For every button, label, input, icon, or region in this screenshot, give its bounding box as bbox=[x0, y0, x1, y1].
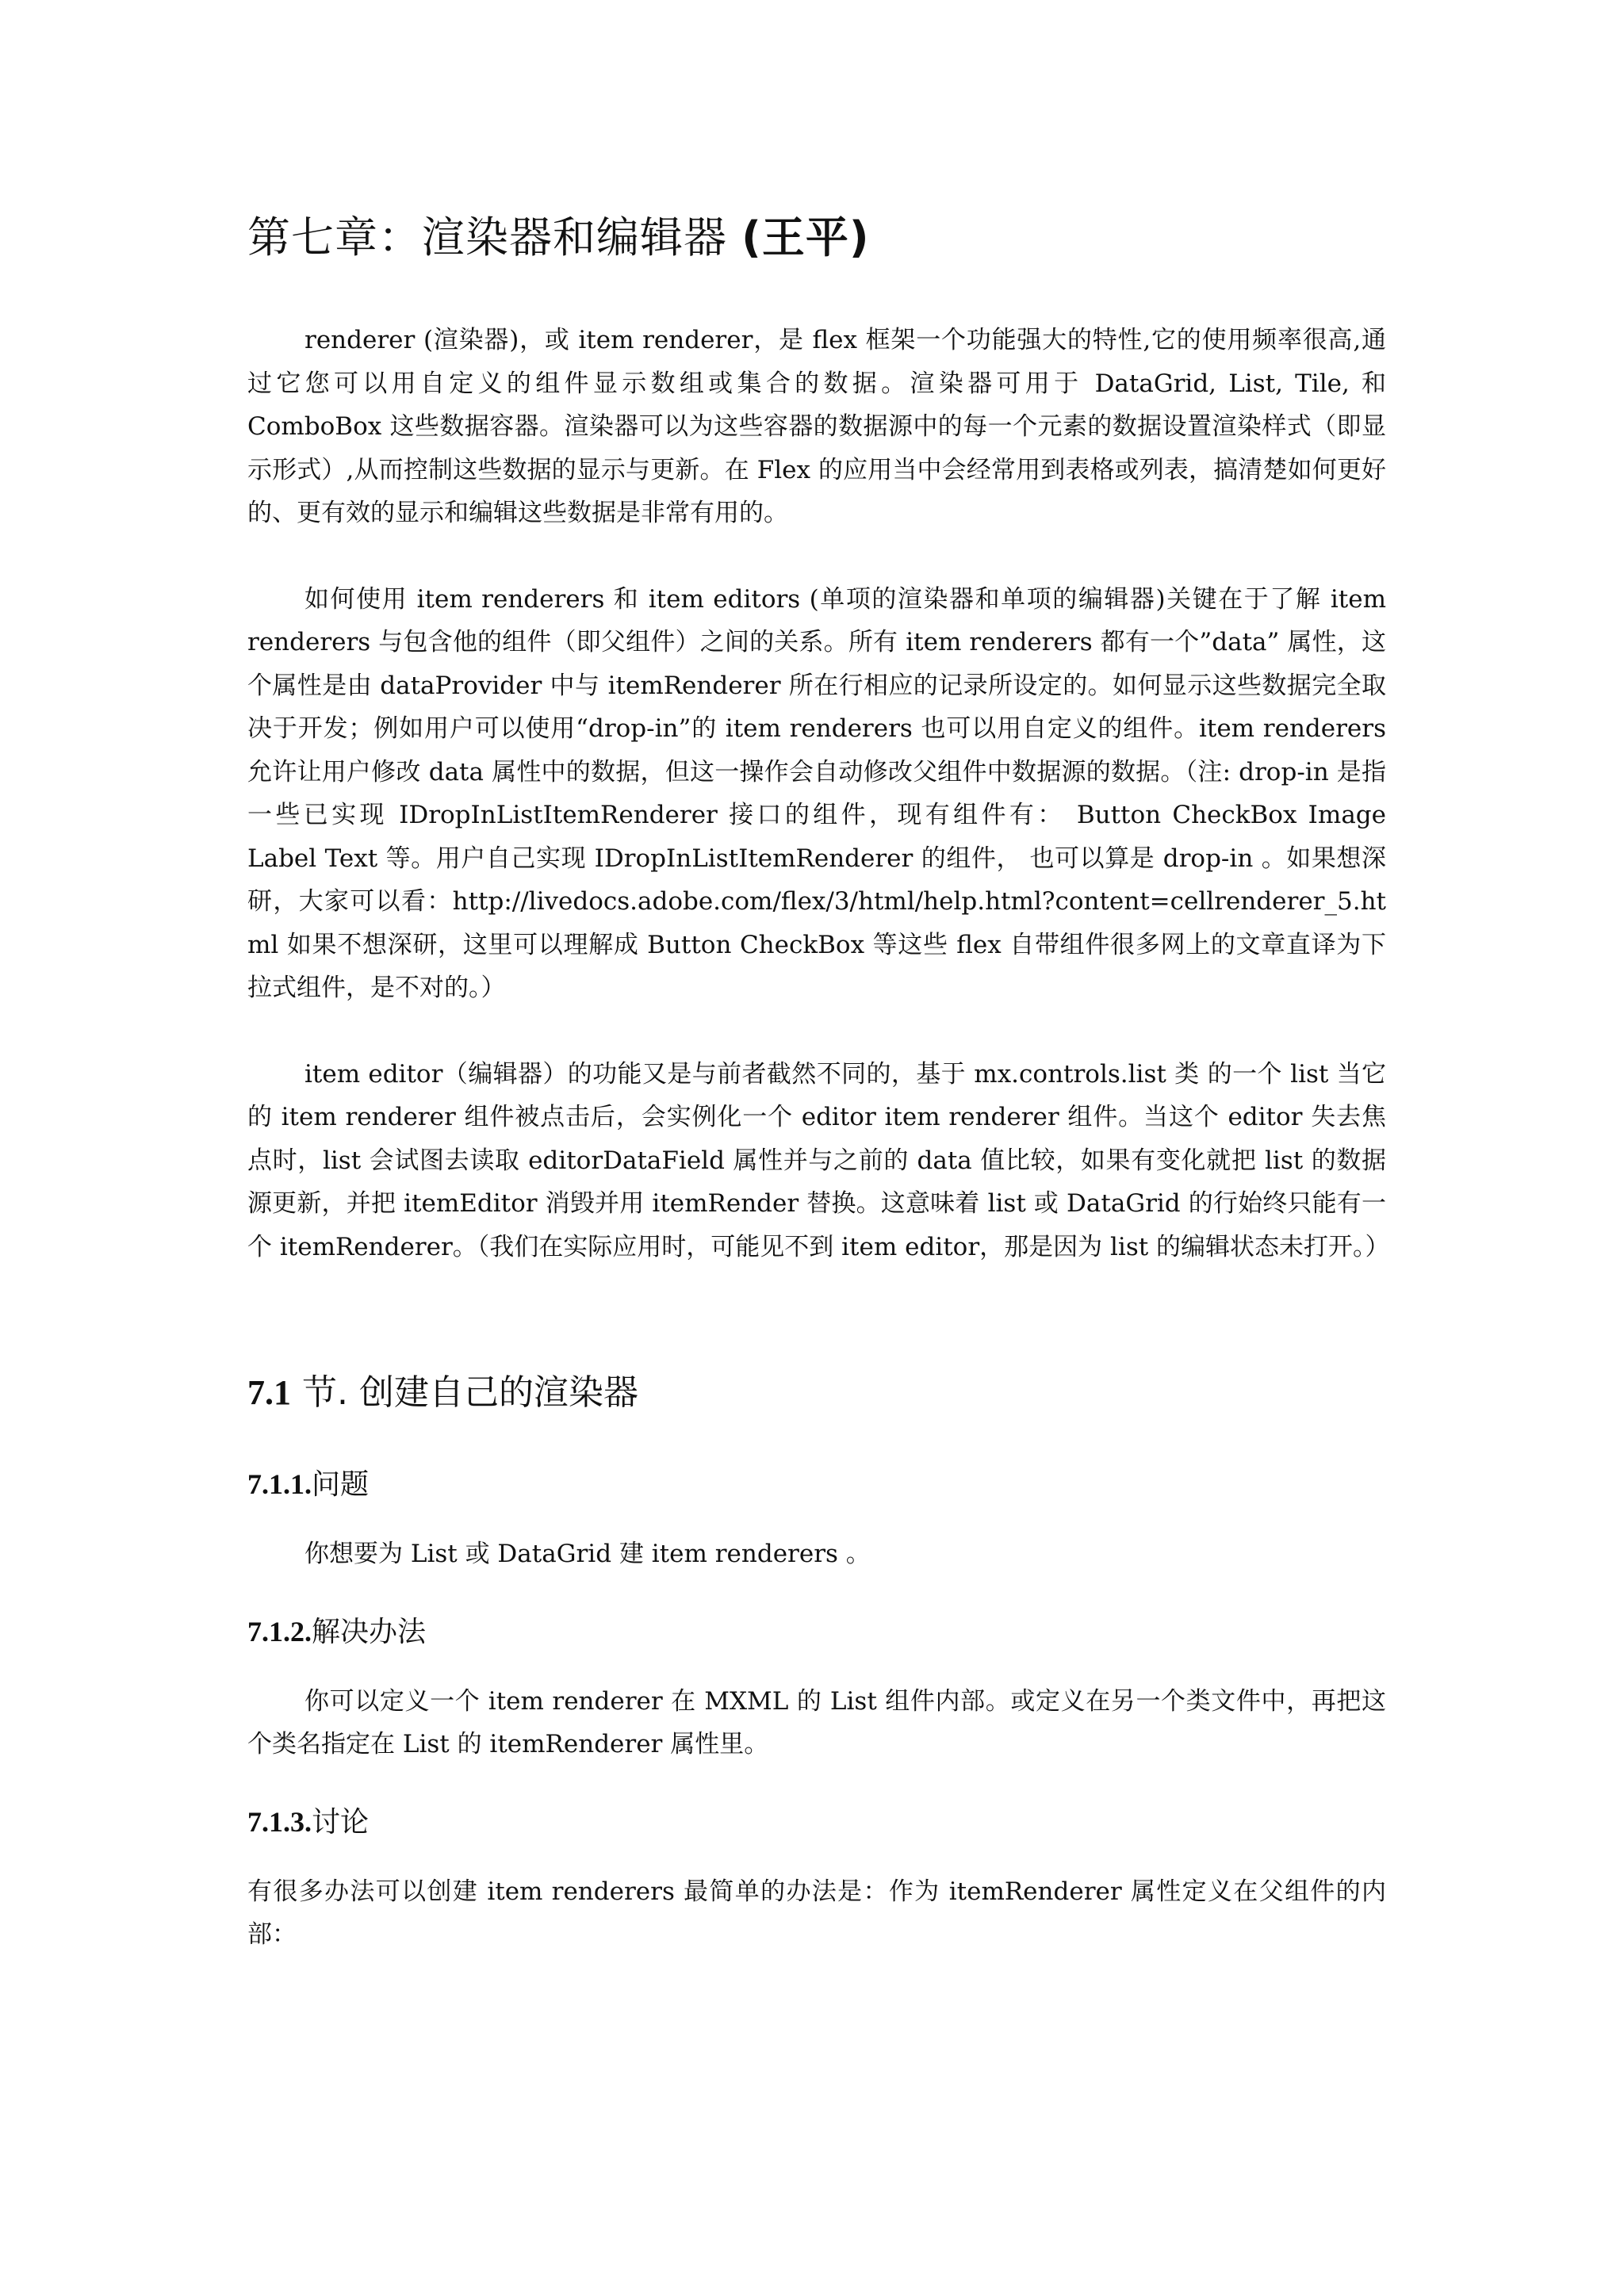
problem-block bbox=[247, 1460, 1386, 1576]
intro-paragraph-2-tail: 如果不想深研，这里可以理解成 Button CheckBox 等这些 flex 自带组件很多网上的文章直译为下拉式组件，是不对的。） bbox=[247, 930, 1386, 1002]
solution-number: 7.1.2. bbox=[247, 1615, 312, 1647]
solution-heading bbox=[247, 1608, 1386, 1656]
solution-text: 你可以定义一个 item renderer 在 MXML 的 List 组件内部。或定义在另一个类文件中，再把这个类名指定在 List 的 itemRenderer 属性里。 bbox=[247, 1686, 1386, 1758]
document-page bbox=[247, 206, 1390, 1988]
livedocs-link[interactable]: http://livedocs.adobe.com/flex/3/html/help.html?content=cellrenderer_5.html bbox=[247, 887, 1386, 959]
solution-block bbox=[247, 1608, 1386, 1766]
discussion-title: 讨论 bbox=[312, 1805, 370, 1839]
intro-paragraph-3: item editor（编辑器）的功能又是与前者截然不同的，基于 mx.controls.list 类 的一个 list 当它的 item renderer 组件被点击后，会实例化一个 editor item renderer 组件。当这个 editor 失去焦点时，list 会试图去读取 editorDataField 属性并与之前的 data 值比较，如果有变化就把 list 的数据源更新，并把 itemEditor 消毁并用 itemRender 替换。这意味着 list 或 DataGrid 的行始终只能有一个 itemRenderer。（我们在实际应用时，可能见不到 item editor，那是因为 list 的编辑状态未打开。） bbox=[247, 1059, 1390, 1261]
section-title-text: 节. 创建自己的渲染器 bbox=[291, 1372, 638, 1413]
chapter-author: (王平) bbox=[741, 212, 870, 262]
problem-number: 7.1.1. bbox=[247, 1468, 312, 1500]
chapter-title bbox=[247, 206, 1386, 270]
chapter-title-text: 第七章：渲染器和编辑器 bbox=[247, 212, 742, 262]
solution-title: 解决办法 bbox=[312, 1615, 427, 1648]
intro-paragraph-2-text: 如何使用 item renderers 和 item editors (单项的渲染器和单项的编辑器)关键在于了解 item renderers 与包含他的组件（即父组件）之间的关系。所有 item renderers 都有一个”data” 属性，这个属性是由 dataProvider 中与 itemRenderer 所在行相应的记录所设定的。如何显示这些数据完全取决于开发；例如用户可以使用“drop-in”的 item renderers 也可以用自定义的组件。item renderers 允许让用户修改 data 属性中的数据，但这一操作会自动修改父组件中数据源的数据。（注: drop-in 是指一些已实现 IDropInListItemRenderer 接口的组件，现有组件有： Button CheckBox Image Label Text 等。用户自己实现 IDropInListItemRenderer 的组件， 也可以算是 drop-in 。如果想深研，大家可以看： bbox=[247, 584, 1386, 916]
discussion-number: 7.1.3. bbox=[247, 1805, 312, 1838]
problem-heading bbox=[247, 1460, 1386, 1509]
section-heading bbox=[247, 1365, 1386, 1421]
discussion-text: 有很多办法可以创建 item renderers 最简单的办法是：作为 itemRenderer 属性定义在父组件的内部： bbox=[247, 1877, 1386, 1949]
intro-paragraph-2 bbox=[247, 578, 1386, 1010]
intro-paragraph-1: renderer (渲染器)，或 item renderer，是 flex 框架一个功能强大的特性,它的使用频率很高,通过它您可以用自定义的组件显示数组或集合的数据。渲染器可用于 DataGrid, List, Tile, 和 ComboBox 这些数据容器。渲染器可以为这些容器的数据源中的每一个元素的数据设置渲染样式（即显示形式）,从而控制这些数据的显示与更新。在 Flex 的应用当中会经常用到表格或列表，搞清楚如何更好的、更有效的显示和编辑这些数据是非常有用的。 bbox=[247, 326, 1386, 527]
discussion-block bbox=[247, 1798, 1386, 1957]
problem-title: 问题 bbox=[312, 1468, 370, 1501]
discussion-heading bbox=[247, 1798, 1386, 1846]
section-number: 7.1 bbox=[247, 1373, 291, 1412]
problem-text: 你想要为 List 或 DataGrid 建 item renderers 。 bbox=[304, 1540, 871, 1568]
